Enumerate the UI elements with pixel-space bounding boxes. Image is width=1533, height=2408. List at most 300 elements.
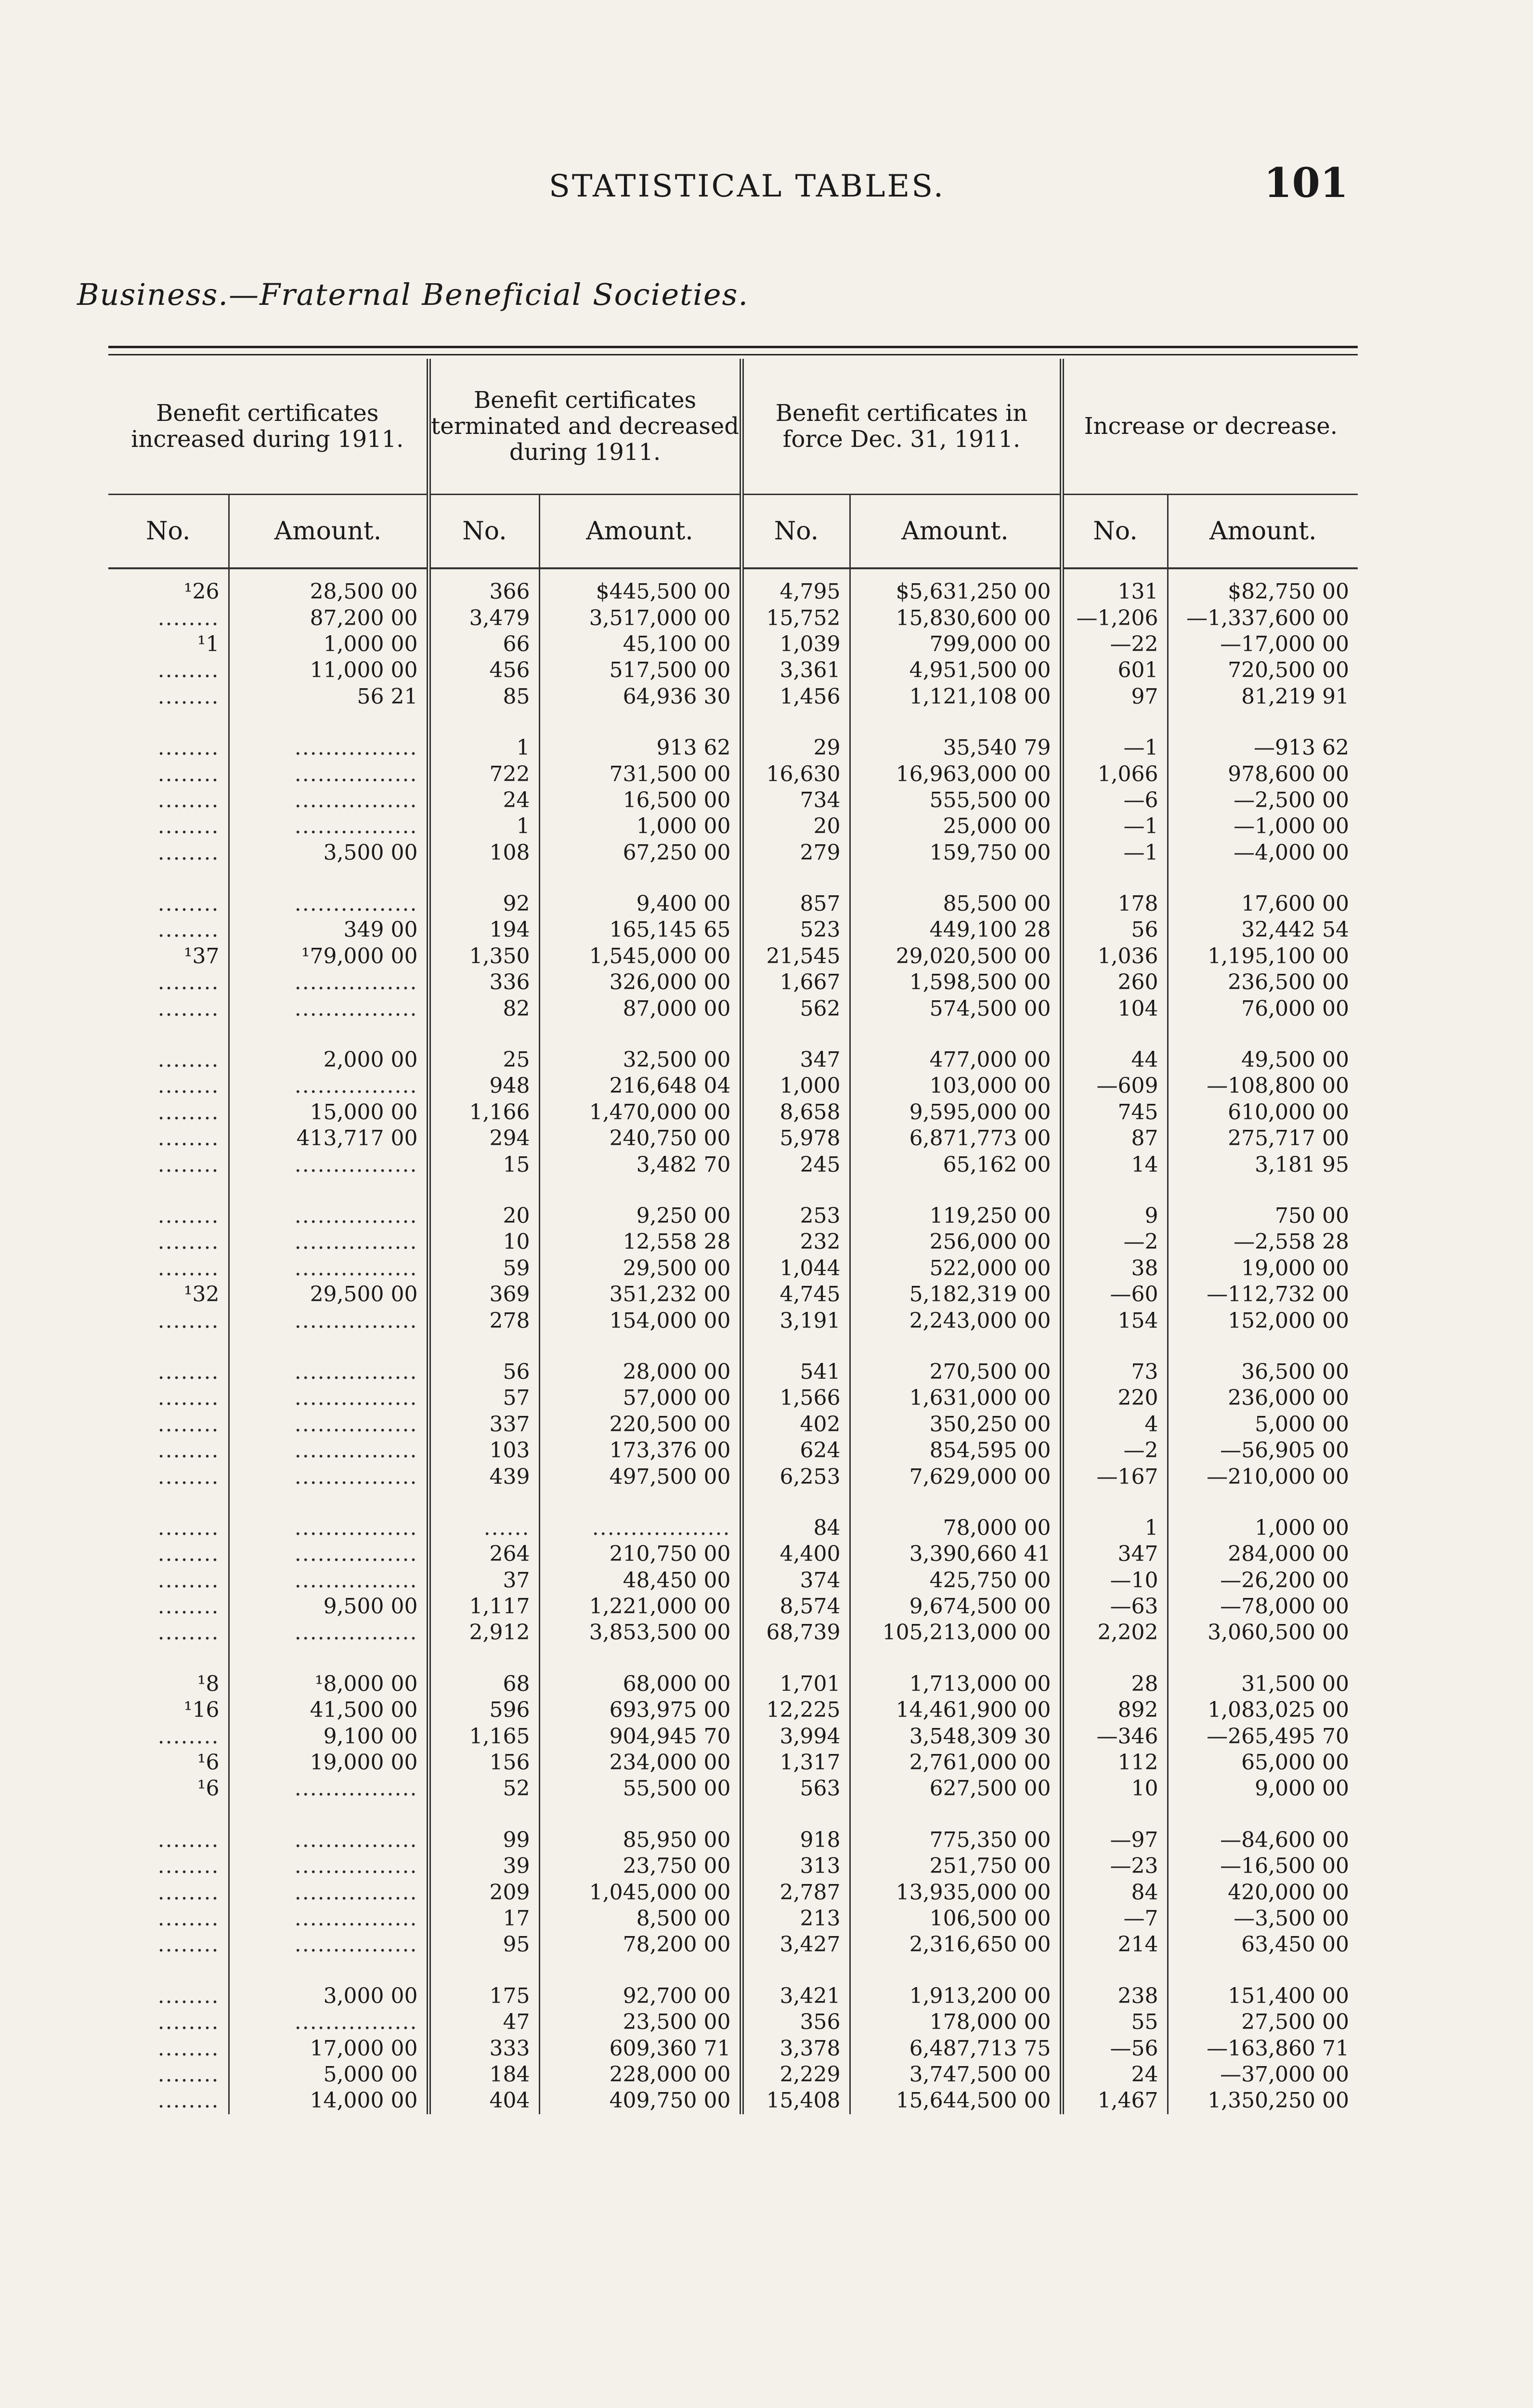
cell-terminated-no: 404 (429, 2088, 539, 2114)
cell-change-amount: 49,500 00 (1241, 1047, 1350, 1073)
cell-terminated-no: 948 (429, 1073, 539, 1099)
cell-increased-amount: ................ (229, 1827, 429, 1853)
cell-change-no: 154 (1062, 1308, 1168, 1334)
cell-terminated-amount: 48,450 00 (539, 1568, 741, 1594)
cell-change-amount: —16,500 00 (1220, 1854, 1350, 1879)
cell-in-force-no: 29 (741, 735, 850, 761)
spacer-cell (429, 710, 539, 735)
table-row (108, 657, 1358, 683)
cell-increased-amount: ................ (229, 735, 429, 761)
block-spacer (108, 1958, 1358, 1983)
table-row (108, 995, 1358, 1021)
cell-in-force-no: 356 (741, 2009, 850, 2035)
cell-change-no: —1,206 (1062, 605, 1168, 631)
cell-increased-no: ........ (108, 1515, 229, 1541)
col-header-no: No. (429, 495, 539, 569)
cell-terminated-no: 47 (429, 2009, 539, 2035)
cell-in-force-no: 347 (741, 1047, 850, 1073)
cell-increased-amount: ................ (229, 1464, 429, 1490)
cell-in-force-amount: 799,000 00 (850, 631, 1062, 657)
cell-change-amount: 1,195,100 00 (1208, 943, 1350, 968)
cell-in-force-amount: 7,629,000 00 (850, 1464, 1062, 1490)
spacer-cell (539, 1022, 741, 1047)
cell-increased-amount: ¹8,000 00 (229, 1671, 429, 1697)
cell-increased-no: ........ (108, 813, 229, 839)
cell-terminated-amount: 67,250 00 (539, 840, 741, 866)
cell-change-no: 4 (1062, 1412, 1168, 1438)
cell-increased-amount: ................ (229, 1541, 429, 1567)
cell-in-force-amount: 574,500 00 (850, 995, 1062, 1021)
spacer-cell (850, 866, 1062, 891)
page-header (0, 159, 1533, 217)
cell-in-force-amount: 425,750 00 (850, 1568, 1062, 1594)
cell-increased-amount: 87,200 00 (229, 605, 429, 631)
cell-in-force-no: 84 (741, 1515, 850, 1541)
spacer-cell (108, 1178, 229, 1203)
cell-terminated-amount: 32,500 00 (539, 1047, 741, 1073)
cell-terminated-amount: 9,250 00 (539, 1203, 741, 1229)
cell-terminated-no: 39 (429, 1853, 539, 1879)
cell-in-force-no: 1,044 (741, 1256, 850, 1282)
spacer-cell (108, 710, 229, 735)
cell-change-no: —1 (1062, 813, 1168, 839)
cell-change-no: —167 (1062, 1464, 1168, 1490)
spacer-cell (850, 1490, 1062, 1515)
spacer-cell (429, 1958, 539, 1983)
cell-change-no: 10 (1062, 1776, 1168, 1802)
cell-in-force-amount: 555,500 00 (850, 787, 1062, 813)
cell-in-force-amount: 775,350 00 (850, 1827, 1062, 1853)
cell-in-force-amount: 29,020,500 00 (850, 943, 1062, 969)
cell-terminated-amount: 220,500 00 (539, 1412, 741, 1438)
cell-terminated-no: 1,166 (429, 1099, 539, 1125)
cell-terminated-no: 722 (429, 761, 539, 787)
cell-terminated-amount: 55,500 00 (539, 1776, 741, 1802)
cell-change-no: 55 (1062, 2009, 1168, 2035)
cell-change-amount: —2,558 28 (1234, 1230, 1350, 1255)
cell-change-no: 745 (1062, 1099, 1168, 1125)
cell-terminated-amount: $445,500 00 (539, 568, 741, 605)
spacer-cell (539, 1334, 741, 1359)
cell-in-force-amount: 15,830,600 00 (850, 605, 1062, 631)
cell-increased-amount: 2,000 00 (229, 1047, 429, 1073)
cell-change-no: 601 (1062, 657, 1168, 683)
col-header-amount: Amount. (1168, 495, 1358, 569)
cell-change-amount: —84,600 00 (1220, 1827, 1350, 1852)
cell-increased-no: ........ (108, 1932, 229, 1958)
cell-increased-no: ........ (108, 1229, 229, 1255)
cell-increased-no: ........ (108, 1308, 229, 1334)
cell-change-no: 38 (1062, 1256, 1168, 1282)
spacer-cell (741, 1334, 850, 1359)
cell-change-no: —346 (1062, 1723, 1168, 1749)
spacer-cell (741, 1178, 850, 1203)
cell-increased-no: ........ (108, 1568, 229, 1594)
table-row (108, 1515, 1358, 1541)
spacer-cell (1062, 1022, 1168, 1047)
spacer-cell (1062, 1178, 1168, 1203)
table-row (108, 1308, 1358, 1334)
cell-in-force-no: 918 (741, 1827, 850, 1853)
cell-in-force-amount: 4,951,500 00 (850, 657, 1062, 683)
cell-change-no: 97 (1062, 684, 1168, 710)
table-row (108, 1047, 1358, 1073)
block-spacer (108, 1178, 1358, 1203)
cell-change-amount: 19,000 00 (1241, 1256, 1350, 1281)
cell-change-amount: —1,000 00 (1234, 814, 1350, 839)
cell-in-force-no: 734 (741, 787, 850, 813)
cell-terminated-amount: 1,221,000 00 (539, 1594, 741, 1620)
cell-increased-no: ¹16 (108, 1697, 229, 1723)
spacer-cell (1168, 1178, 1358, 1203)
cell-in-force-no: 624 (741, 1438, 850, 1464)
cell-in-force-no: 5,978 (741, 1125, 850, 1152)
cell-in-force-amount: 477,000 00 (850, 1047, 1062, 1073)
cell-change-amount: 3,181 95 (1255, 1152, 1350, 1177)
cell-increased-no: ¹8 (108, 1671, 229, 1697)
cell-increased-no: ........ (108, 1853, 229, 1879)
table-row (108, 1438, 1358, 1464)
cell-increased-amount: ................ (229, 1073, 429, 1099)
table-row (108, 1827, 1358, 1853)
cell-change-no: 347 (1062, 1541, 1168, 1567)
cell-in-force-amount: 78,000 00 (850, 1515, 1062, 1541)
cell-terminated-amount: 12,558 28 (539, 1229, 741, 1255)
running-title: STATISTICAL TABLES. (549, 169, 946, 204)
cell-change-amount: 17,600 00 (1241, 891, 1350, 916)
cell-increased-no: ........ (108, 1983, 229, 2009)
cell-increased-no: ¹6 (108, 1750, 229, 1776)
table-row (108, 1073, 1358, 1099)
cell-increased-amount: ................ (229, 969, 429, 995)
cell-terminated-amount: 913 62 (539, 735, 741, 761)
table-row (108, 840, 1358, 866)
cell-increased-no: ........ (108, 605, 229, 631)
cell-change-no: 260 (1062, 969, 1168, 995)
cell-in-force-amount: 16,963,000 00 (850, 761, 1062, 787)
cell-increased-amount: 56 21 (229, 684, 429, 710)
block-spacer (108, 1646, 1358, 1671)
cell-terminated-no: ...... (429, 1515, 539, 1541)
cell-terminated-amount: 68,000 00 (539, 1671, 741, 1697)
cell-in-force-amount: 105,213,000 00 (850, 1620, 1062, 1646)
table-row (108, 2088, 1358, 2114)
cell-increased-amount: ................ (229, 1932, 429, 1958)
cell-change-amount: —3,500 00 (1234, 1906, 1350, 1931)
cell-in-force-no: 1,456 (741, 684, 850, 710)
cell-increased-no: ........ (108, 2062, 229, 2088)
cell-terminated-amount: 234,000 00 (539, 1750, 741, 1776)
cell-in-force-amount: 3,390,660 41 (850, 1541, 1062, 1567)
cell-terminated-no: 59 (429, 1256, 539, 1282)
spacer-cell (108, 1958, 229, 1983)
table-row (108, 813, 1358, 839)
spacer-cell (741, 1802, 850, 1827)
cell-in-force-amount: 2,316,650 00 (850, 1932, 1062, 1958)
cell-in-force-no: 523 (741, 917, 850, 943)
spacer-cell (108, 866, 229, 891)
cell-increased-amount: 5,000 00 (229, 2062, 429, 2088)
cell-terminated-no: 336 (429, 969, 539, 995)
group-header-increased: Benefit certificates increased during 1911. (108, 359, 429, 495)
cell-terminated-amount: 29,500 00 (539, 1256, 741, 1282)
spacer-cell (429, 1178, 539, 1203)
cell-terminated-no: 278 (429, 1308, 539, 1334)
spacer-cell (850, 710, 1062, 735)
col-header-no: No. (741, 495, 850, 569)
cell-in-force-no: 3,191 (741, 1308, 850, 1334)
cell-change-amount: —108,800 00 (1207, 1073, 1350, 1099)
table-row (108, 943, 1358, 969)
spacer-cell (539, 1178, 741, 1203)
cell-change-amount: 1,083,025 00 (1208, 1698, 1350, 1723)
cell-terminated-amount: 240,750 00 (539, 1125, 741, 1152)
cell-increased-no: ........ (108, 1594, 229, 1620)
spacer-cell (108, 1490, 229, 1515)
cell-terminated-no: 175 (429, 1983, 539, 2009)
cell-change-amount: 284,000 00 (1228, 1542, 1350, 1567)
cell-increased-amount: ................ (229, 1308, 429, 1334)
cell-in-force-no: 4,400 (741, 1541, 850, 1567)
col-header-amount: Amount. (229, 495, 429, 569)
cell-change-amount: 65,000 00 (1241, 1750, 1350, 1775)
cell-terminated-no: 85 (429, 684, 539, 710)
cell-increased-amount: ¹79,000 00 (229, 943, 429, 969)
cell-increased-no: ¹6 (108, 1776, 229, 1802)
cell-increased-no: ........ (108, 1723, 229, 1749)
spacer-cell (429, 1334, 539, 1359)
cell-change-no: 73 (1062, 1359, 1168, 1385)
spacer-cell (1062, 1646, 1168, 1671)
cell-increased-amount: ................ (229, 891, 429, 917)
cell-in-force-amount: 2,761,000 00 (850, 1750, 1062, 1776)
statistics-table (108, 359, 1358, 2114)
cell-increased-no: ........ (108, 1047, 229, 1073)
spacer-cell (1062, 866, 1168, 891)
cell-change-no: —6 (1062, 787, 1168, 813)
cell-in-force-no: 3,427 (741, 1932, 850, 1958)
cell-increased-no: ........ (108, 2035, 229, 2061)
spacer-cell (1062, 1490, 1168, 1515)
spacer-cell (429, 866, 539, 891)
cell-terminated-amount: 64,936 30 (539, 684, 741, 710)
cell-in-force-no: 4,745 (741, 1282, 850, 1308)
spacer-cell (539, 1958, 741, 1983)
cell-in-force-amount: 1,121,108 00 (850, 684, 1062, 710)
cell-increased-amount: ................ (229, 1568, 429, 1594)
cell-in-force-no: 16,630 (741, 761, 850, 787)
cell-change-no: 14 (1062, 1152, 1168, 1178)
cell-in-force-no: 3,994 (741, 1723, 850, 1749)
cell-in-force-amount: 522,000 00 (850, 1256, 1062, 1282)
cell-in-force-no: 1,701 (741, 1671, 850, 1697)
cell-increased-amount: 349 00 (229, 917, 429, 943)
table-row (108, 1697, 1358, 1723)
cell-in-force-amount: 3,747,500 00 (850, 2062, 1062, 2088)
cell-terminated-no: 333 (429, 2035, 539, 2061)
cell-increased-no: ........ (108, 1203, 229, 1229)
table-row (108, 761, 1358, 787)
table-row (108, 1983, 1358, 2009)
cell-in-force-amount: 627,500 00 (850, 1776, 1062, 1802)
table-row (108, 684, 1358, 710)
cell-increased-no: ........ (108, 1385, 229, 1411)
cell-terminated-amount: 409,750 00 (539, 2088, 741, 2114)
cell-terminated-no: 99 (429, 1827, 539, 1853)
spacer-cell (741, 1958, 850, 1983)
cell-increased-no: ........ (108, 995, 229, 1021)
cell-change-no: 9 (1062, 1203, 1168, 1229)
cell-increased-no: ........ (108, 787, 229, 813)
cell-terminated-amount: .................. (539, 1515, 741, 1541)
cell-change-amount: —112,732 00 (1207, 1282, 1350, 1307)
cell-in-force-amount: 2,243,000 00 (850, 1308, 1062, 1334)
cell-terminated-no: 1,117 (429, 1594, 539, 1620)
cell-terminated-no: 184 (429, 2062, 539, 2088)
cell-terminated-amount: 3,517,000 00 (539, 605, 741, 631)
page-number: 101 (1264, 159, 1349, 207)
spacer-cell (1168, 1646, 1358, 1671)
spacer-cell (429, 1802, 539, 1827)
cell-terminated-no: 95 (429, 1932, 539, 1958)
cell-change-no: —10 (1062, 1568, 1168, 1594)
cell-terminated-amount: 216,648 04 (539, 1073, 741, 1099)
cell-increased-no: ........ (108, 1464, 229, 1490)
table-row (108, 1152, 1358, 1178)
spacer-cell (108, 1802, 229, 1827)
cell-terminated-no: 10 (429, 1229, 539, 1255)
cell-change-amount: 275,717 00 (1228, 1126, 1350, 1151)
cell-in-force-amount: 65,162 00 (850, 1152, 1062, 1178)
spacer-cell (850, 1178, 1062, 1203)
table-row (108, 1464, 1358, 1490)
cell-increased-amount: 9,500 00 (229, 1594, 429, 1620)
cell-terminated-amount: 210,750 00 (539, 1541, 741, 1567)
cell-change-amount: —913 62 (1254, 735, 1350, 760)
cell-increased-amount: 15,000 00 (229, 1099, 429, 1125)
cell-terminated-amount: 228,000 00 (539, 2062, 741, 2088)
cell-change-amount: 32,442 54 (1241, 917, 1350, 942)
cell-in-force-no: 3,361 (741, 657, 850, 683)
cell-terminated-amount: 517,500 00 (539, 657, 741, 683)
cell-terminated-no: 92 (429, 891, 539, 917)
table-row (108, 1594, 1358, 1620)
cell-in-force-amount: 9,595,000 00 (850, 1099, 1062, 1125)
table-row (108, 735, 1358, 761)
cell-change-no: 2,202 (1062, 1620, 1168, 1646)
spacer-cell (1168, 866, 1358, 891)
cell-terminated-no: 1 (429, 813, 539, 839)
cell-in-force-no: 562 (741, 995, 850, 1021)
spacer-cell (108, 1022, 229, 1047)
table-row (108, 1723, 1358, 1749)
cell-change-amount: —4,000 00 (1234, 840, 1350, 865)
cell-increased-amount: 14,000 00 (229, 2088, 429, 2114)
table-row (108, 1932, 1358, 1958)
section-title: Business.—Fraternal Beneficial Societies. (77, 277, 749, 312)
cell-in-force-no: 3,421 (741, 1983, 850, 2009)
table-row (108, 1906, 1358, 1932)
cell-increased-amount: 11,000 00 (229, 657, 429, 683)
cell-change-no: 104 (1062, 995, 1168, 1021)
cell-in-force-amount: 25,000 00 (850, 813, 1062, 839)
spacer-cell (850, 1022, 1062, 1047)
cell-change-no: 214 (1062, 1932, 1168, 1958)
cell-change-amount: 63,450 00 (1241, 1932, 1350, 1957)
cell-terminated-no: 52 (429, 1776, 539, 1802)
cell-in-force-no: 3,378 (741, 2035, 850, 2061)
cell-in-force-no: 253 (741, 1203, 850, 1229)
cell-change-amount: —37,000 00 (1220, 2062, 1350, 2087)
cell-terminated-amount: 351,232 00 (539, 1282, 741, 1308)
cell-increased-no: ........ (108, 1359, 229, 1385)
cell-terminated-no: 20 (429, 1203, 539, 1229)
table-row (108, 2062, 1358, 2088)
cell-change-no: 131 (1062, 568, 1168, 605)
spacer-cell (429, 1022, 539, 1047)
cell-change-amount: 9,000 00 (1255, 1776, 1350, 1801)
cell-in-force-no: 12,225 (741, 1697, 850, 1723)
spacer-cell (1168, 710, 1358, 735)
cell-in-force-no: 1,000 (741, 1073, 850, 1099)
cell-terminated-no: 366 (429, 568, 539, 605)
cell-in-force-amount: 251,750 00 (850, 1853, 1062, 1879)
cell-increased-amount: 29,500 00 (229, 1282, 429, 1308)
cell-terminated-amount: 609,360 71 (539, 2035, 741, 2061)
spacer-cell (429, 1646, 539, 1671)
cell-increased-amount: 28,500 00 (229, 568, 429, 605)
cell-in-force-amount: 14,461,900 00 (850, 1697, 1062, 1723)
cell-change-no: 220 (1062, 1385, 1168, 1411)
spacer-cell (229, 1958, 429, 1983)
cell-terminated-no: 596 (429, 1697, 539, 1723)
cell-in-force-amount: 13,935,000 00 (850, 1879, 1062, 1905)
cell-in-force-no: 213 (741, 1906, 850, 1932)
table-row (108, 1359, 1358, 1385)
cell-in-force-no: 563 (741, 1776, 850, 1802)
spacer-cell (741, 1646, 850, 1671)
cell-terminated-no: 66 (429, 631, 539, 657)
cell-terminated-amount: 45,100 00 (539, 631, 741, 657)
cell-increased-no: ........ (108, 1152, 229, 1178)
cell-increased-amount: 17,000 00 (229, 2035, 429, 2061)
cell-terminated-amount: 85,950 00 (539, 1827, 741, 1853)
cell-terminated-amount: 693,975 00 (539, 1697, 741, 1723)
group-header-in-force: Benefit certificates in force Dec. 31, 1911. (741, 359, 1062, 495)
spacer-cell (429, 1490, 539, 1515)
cell-in-force-amount: 178,000 00 (850, 2009, 1062, 2035)
cell-in-force-no: 402 (741, 1412, 850, 1438)
spacer-cell (229, 1022, 429, 1047)
cell-increased-no: ........ (108, 2009, 229, 2035)
spacer-cell (741, 1022, 850, 1047)
cell-increased-amount: 9,100 00 (229, 1723, 429, 1749)
cell-change-amount: 1,000 00 (1255, 1515, 1350, 1540)
cell-change-no: 87 (1062, 1125, 1168, 1152)
cell-increased-amount: ................ (229, 761, 429, 787)
col-header-no: No. (1062, 495, 1168, 569)
cell-in-force-amount: 106,500 00 (850, 1906, 1062, 1932)
cell-change-amount: 36,500 00 (1241, 1359, 1350, 1384)
table-row (108, 917, 1358, 943)
cell-increased-no: ........ (108, 1125, 229, 1152)
cell-increased-amount: ................ (229, 1152, 429, 1178)
cell-change-no: —1 (1062, 840, 1168, 866)
cell-terminated-amount: 23,500 00 (539, 2009, 741, 2035)
spacer-cell (539, 866, 741, 891)
cell-change-amount: 1,350,250 00 (1208, 2088, 1350, 2113)
cell-terminated-no: 2,912 (429, 1620, 539, 1646)
